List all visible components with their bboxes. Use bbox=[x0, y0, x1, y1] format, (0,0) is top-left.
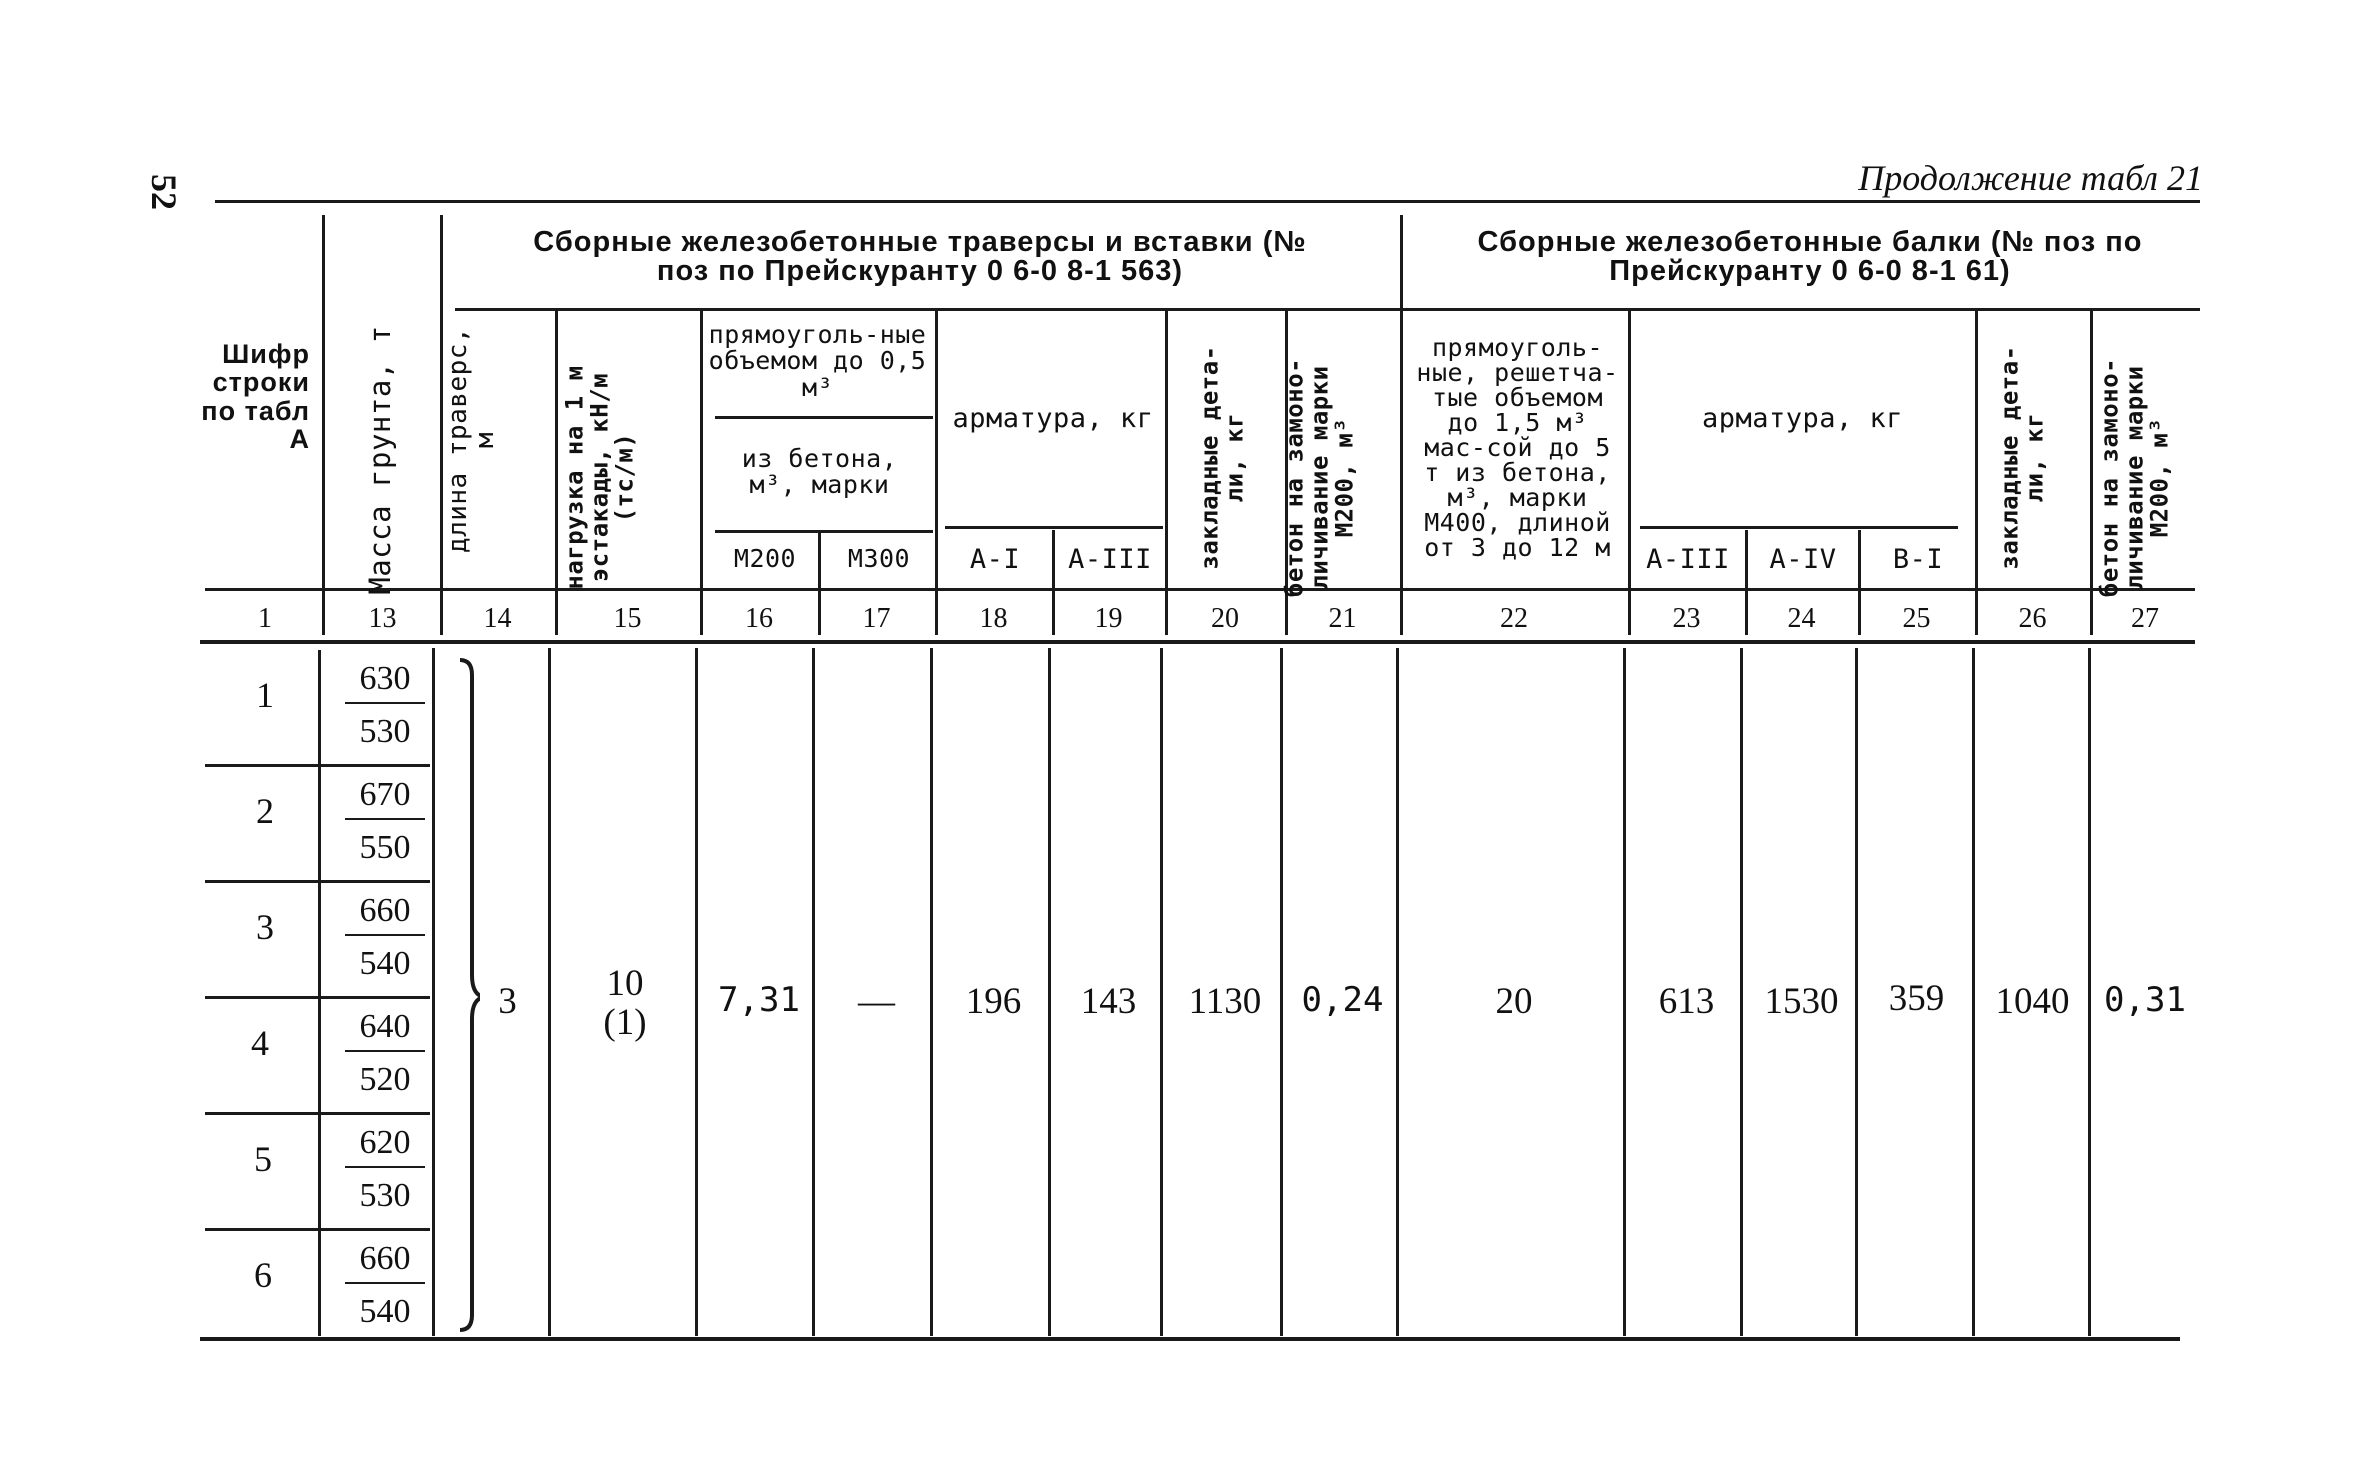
row-code: 6 bbox=[254, 1255, 272, 1295]
row-code: 4 bbox=[251, 1023, 269, 1063]
rebar-rule-2 bbox=[1640, 526, 1958, 529]
header-from-concrete: из бетона, м³, марки bbox=[741, 444, 898, 500]
mass-top: 640 bbox=[359, 1008, 411, 1045]
fraction-bar bbox=[345, 934, 425, 936]
header-soil-mass: Масса грунта, т bbox=[363, 325, 397, 595]
col-number: 24 bbox=[1787, 603, 1816, 634]
mass-top: 660 bbox=[359, 1240, 411, 1277]
col-rule bbox=[1400, 215, 1403, 635]
header-m200: М200 bbox=[733, 544, 797, 573]
page-number: 52 bbox=[144, 174, 184, 210]
mass-top: 630 bbox=[359, 660, 411, 697]
col-rule bbox=[1975, 310, 1978, 635]
value-grouting-1: 0,24 bbox=[1301, 980, 1384, 1020]
header-group-beams: Сборные железобетонные балки (№ поз по Прейскуранту 0 6-0 8-1 61) bbox=[1477, 226, 2143, 287]
header-group-traverses: Сборные железобетонные траверсы и вставки (№ поз по Прейскуранту 0 6-0 8-1 563) bbox=[533, 226, 1307, 287]
header-rebar-1: арматура, кг bbox=[952, 403, 1154, 434]
value-a3b: 613 bbox=[1658, 981, 1715, 1022]
col-number: 16 bbox=[745, 603, 773, 634]
value-embedded-1: 1130 bbox=[1188, 981, 1262, 1022]
header-embedded-2: закладные дета-ли, кг bbox=[1995, 345, 2049, 570]
col-number: 14 bbox=[483, 603, 512, 634]
fraction-bar bbox=[345, 1282, 425, 1284]
header-a3b: А-III bbox=[1646, 544, 1730, 575]
header-a4: А-IV bbox=[1769, 544, 1837, 575]
group-rule bbox=[455, 308, 2200, 311]
col-rule bbox=[2090, 310, 2093, 635]
col-number: 23 bbox=[1672, 603, 1701, 634]
fraction-bar bbox=[345, 1166, 425, 1168]
header-m300: М300 bbox=[847, 544, 911, 573]
value-b1: 359 bbox=[1888, 978, 1945, 1019]
header-row-code: Шифр строки по табл А bbox=[201, 339, 310, 455]
col-number: 20 bbox=[1211, 603, 1239, 634]
mass-top: 660 bbox=[359, 892, 411, 929]
header-bottom-rule bbox=[205, 588, 2195, 591]
row-code: 3 bbox=[256, 907, 274, 947]
header-grouting-2: бетон на замоно-личивание марки М200, м³ bbox=[2095, 357, 2174, 598]
col-number: 13 bbox=[368, 603, 397, 634]
col-number: 19 bbox=[1094, 603, 1123, 634]
mass-bottom: 530 bbox=[359, 1177, 411, 1214]
table-caption: Продолжение табл 21 bbox=[1858, 158, 2203, 198]
col-rule bbox=[935, 310, 938, 635]
value-a3: 143 bbox=[1080, 981, 1137, 1022]
col-number: 25 bbox=[1902, 603, 1931, 634]
header-beam-desc: прямоуголь-ные, решетча-тые объемом до 1,5 м³ мас-сой до 5 т из бетона, м³, марки М400, длиной от 3 до 12 м bbox=[1416, 333, 1619, 562]
numbers-bottom-rule bbox=[200, 640, 2195, 644]
col-number: 1 bbox=[258, 603, 272, 634]
col-rule bbox=[1628, 310, 1631, 635]
mass-bottom: 550 bbox=[359, 829, 411, 866]
col-number: 22 bbox=[1500, 603, 1528, 634]
mass-top: 620 bbox=[359, 1124, 411, 1161]
row-code: 5 bbox=[254, 1139, 272, 1179]
row-code: 2 bbox=[256, 791, 274, 831]
col-number: 15 bbox=[613, 603, 642, 634]
value-load-bottom: (1) bbox=[603, 1002, 647, 1043]
fraction-bar bbox=[345, 702, 425, 704]
value-embedded-2: 1040 bbox=[1995, 981, 2070, 1022]
value-a1: 196 bbox=[965, 981, 1022, 1022]
value-beam-volume: 20 bbox=[1495, 981, 1533, 1022]
header-rect-volume: прямоуголь-ные объемом до 0,5 м³ bbox=[708, 320, 927, 402]
value-load-top: 10 bbox=[606, 963, 644, 1004]
body-rule bbox=[548, 648, 551, 1336]
col-number: 21 bbox=[1328, 603, 1357, 634]
top-rule bbox=[215, 200, 2200, 203]
header-rebar-2: арматура, кг bbox=[1701, 403, 1904, 434]
body-rule bbox=[432, 648, 435, 1336]
col-rule bbox=[1165, 310, 1168, 635]
col-number: 27 bbox=[2131, 603, 2159, 634]
subgroup-rule bbox=[715, 416, 933, 419]
mass-left-rule bbox=[318, 650, 321, 1336]
concrete-rule bbox=[715, 530, 933, 533]
col-number: 18 bbox=[979, 603, 1008, 634]
mass-bottom: 540 bbox=[359, 945, 411, 982]
mass-bottom: 530 bbox=[359, 713, 411, 750]
col-rule bbox=[555, 310, 558, 635]
value-m200: 7,31 bbox=[718, 980, 800, 1020]
row-code: 1 bbox=[256, 675, 274, 715]
col-rule bbox=[322, 215, 325, 635]
header-load: нагрузка на 1 м эстакады, кН/м (тс/м) bbox=[560, 365, 639, 590]
mass-top: 670 bbox=[359, 776, 411, 813]
header-b1: В-I bbox=[1892, 544, 1944, 575]
mass-bottom: 520 bbox=[359, 1061, 411, 1098]
value-grouting-2: 0,31 bbox=[2104, 980, 2186, 1020]
col-number: 17 bbox=[862, 603, 891, 634]
fraction-bar bbox=[345, 1050, 425, 1052]
value-a4: 1530 bbox=[1764, 981, 1839, 1022]
value-m300: — bbox=[858, 981, 895, 1022]
mass-bottom: 540 bbox=[359, 1293, 411, 1330]
header-a1: А-I bbox=[969, 544, 1021, 575]
table-bottom-rule bbox=[200, 1337, 2180, 1341]
header-grouting-1: бетон на замоно-личивание марки М200, м³ bbox=[1280, 357, 1359, 598]
body-rule bbox=[695, 648, 698, 1336]
rebar-rule-1 bbox=[945, 526, 1163, 529]
header-embedded-1: закладные дета-ли, кг bbox=[1195, 345, 1249, 570]
fraction-bar bbox=[345, 818, 425, 820]
col-number: 26 bbox=[2018, 603, 2047, 634]
header-a3: А-III bbox=[1068, 544, 1152, 575]
value-traverse-length: 3 bbox=[498, 981, 517, 1022]
header-traverse-length: длина траверс, м bbox=[443, 326, 501, 554]
